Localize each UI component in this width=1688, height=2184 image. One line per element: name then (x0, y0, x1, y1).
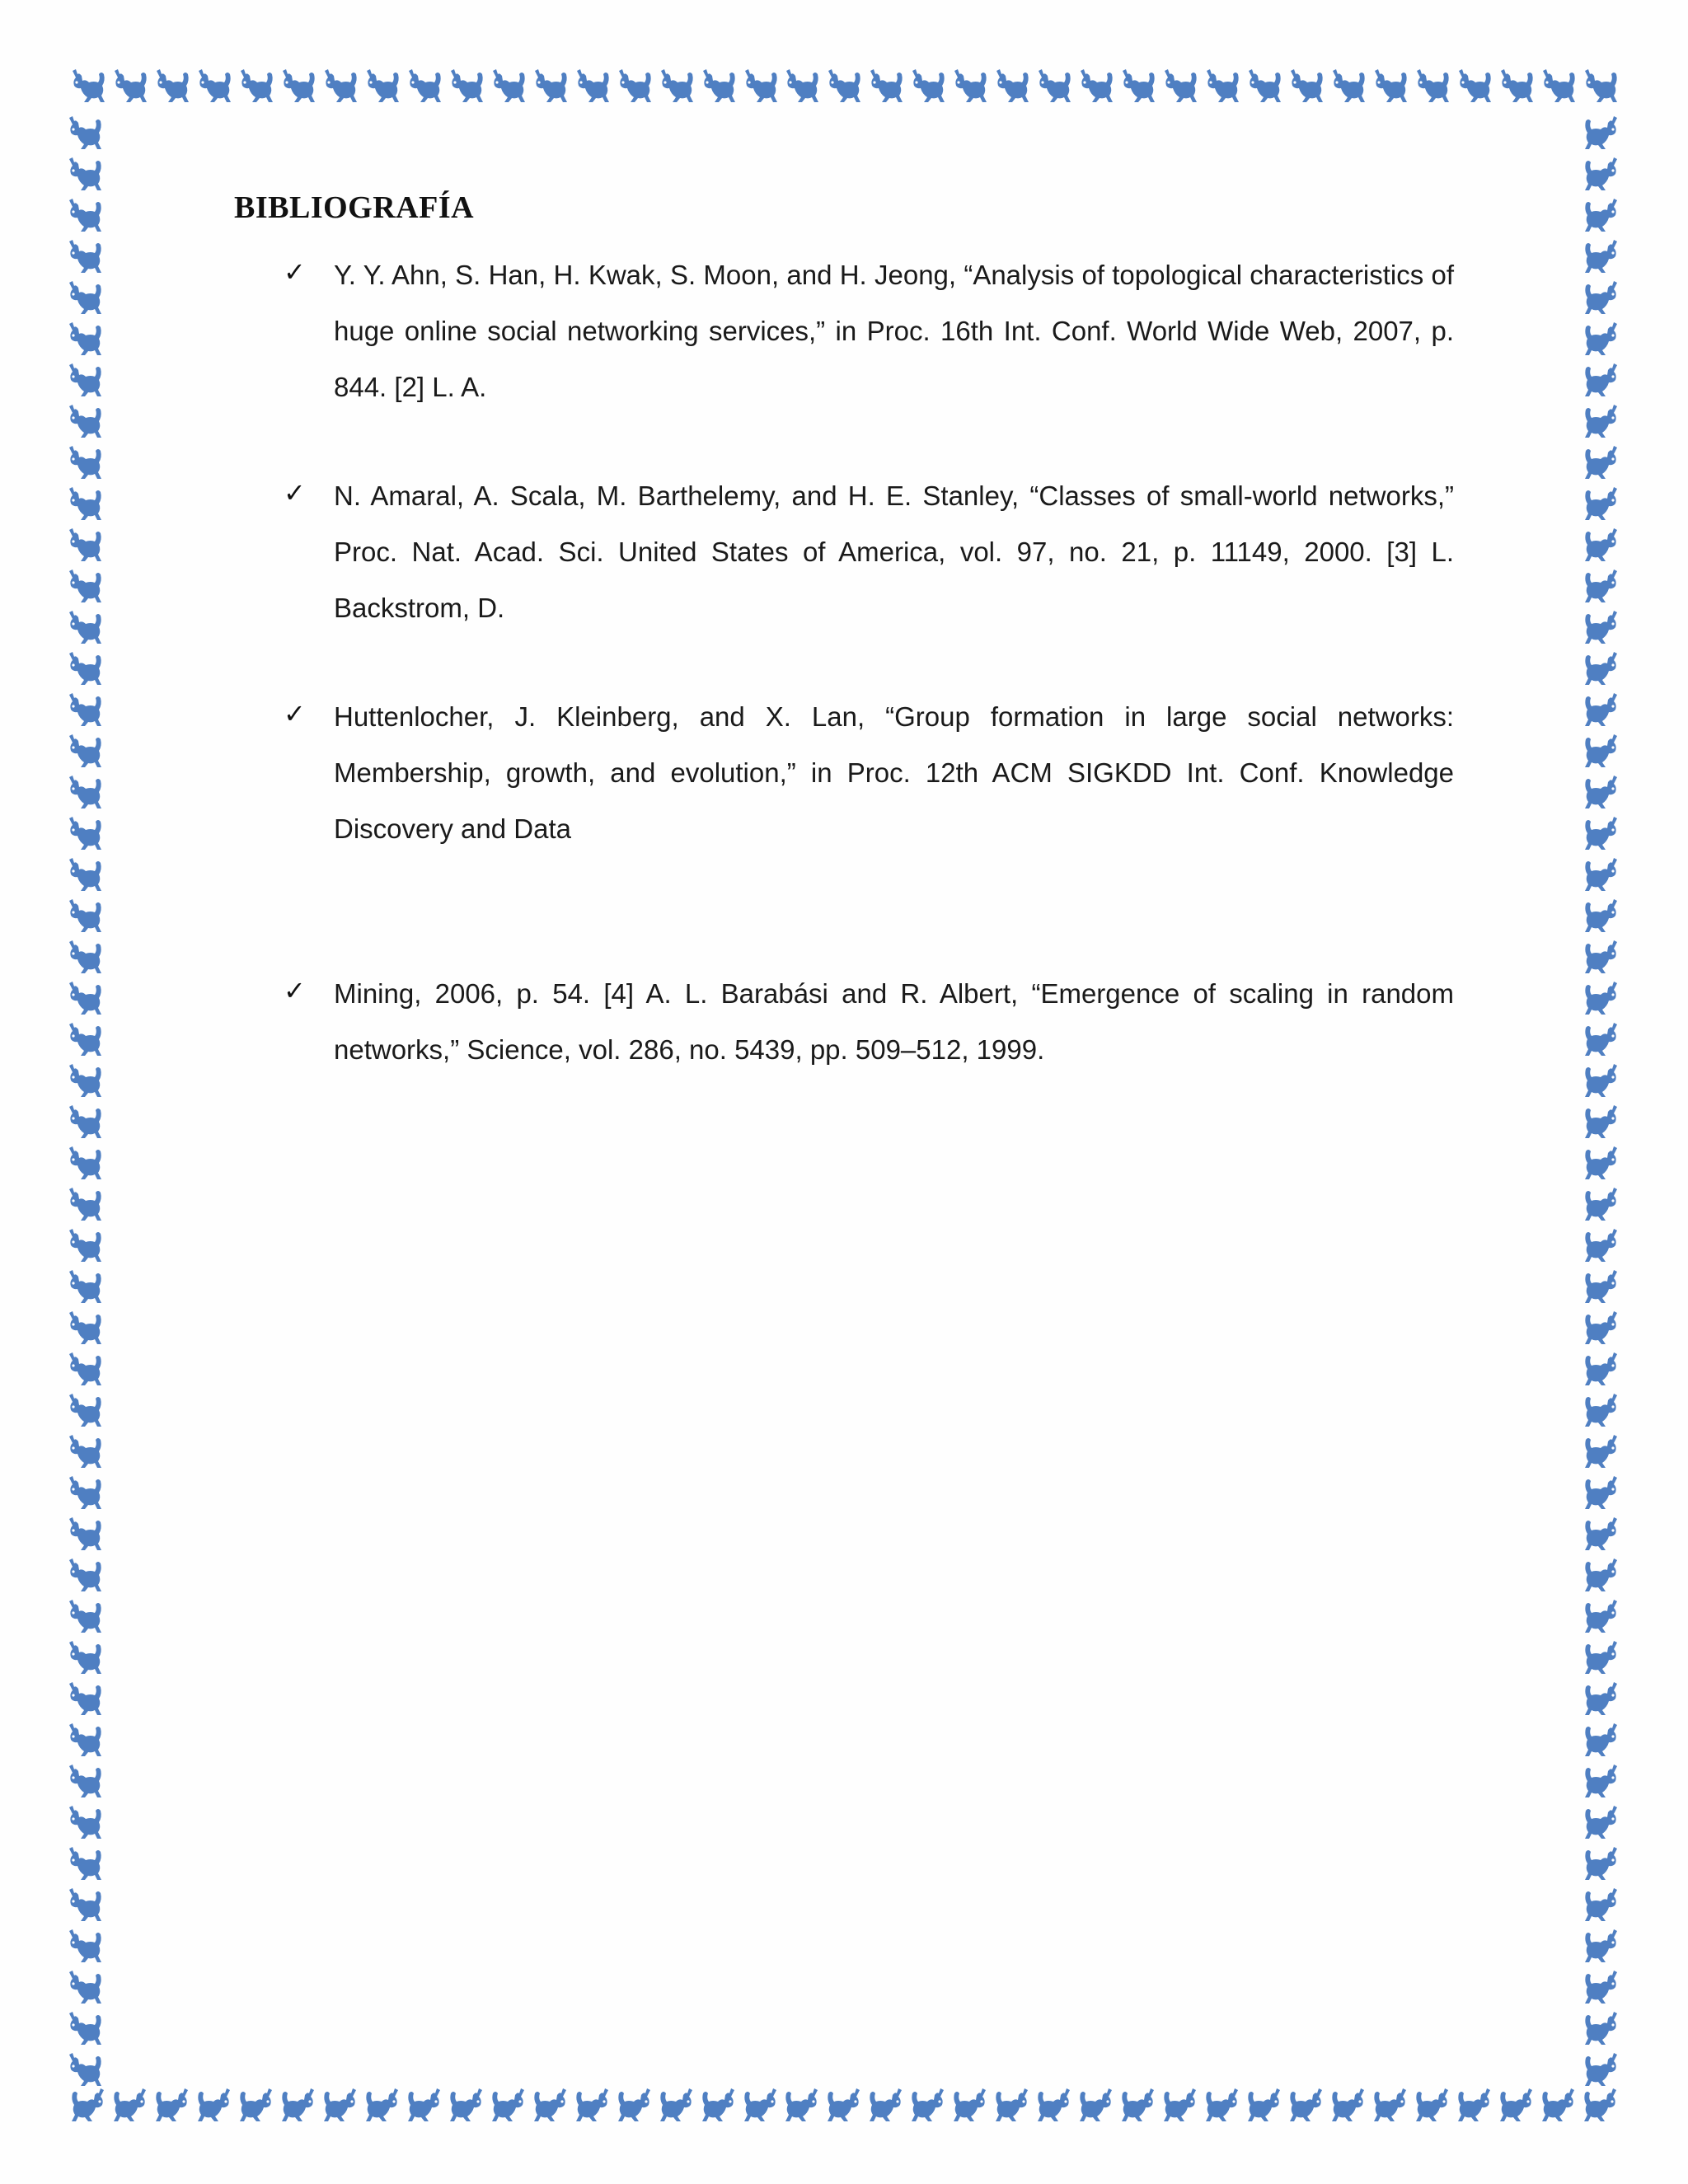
cat-icon (64, 688, 106, 729)
cat-icon (236, 2083, 277, 2125)
cat-icon (1034, 2083, 1075, 2125)
cat-icon (64, 317, 106, 359)
cat-icon (740, 2083, 781, 2125)
cat-icon (64, 1306, 106, 1347)
cat-icon (64, 1347, 106, 1389)
cat-icon (781, 2083, 823, 2125)
reference-text: Y. Y. Ahn, S. Han, H. Kwak, S. Moon, and H. Jeong, “Analysis of topological characteristics of huge online social networking services,” in Proc. 16th Int. Conf. World Wide Web, 2007, p. 844. [2] L. A. (334, 260, 1454, 402)
cat-icon (446, 2083, 487, 2125)
cat-border-top (68, 64, 1621, 112)
cat-icon (1581, 2007, 1622, 2048)
cat-icon (1412, 64, 1453, 105)
cat-icon (1581, 235, 1622, 276)
cat-icon (1328, 64, 1369, 105)
cat-icon (64, 2048, 106, 2089)
cat-icon (1581, 1554, 1622, 1595)
cat-icon (64, 1801, 106, 1842)
cat-icon (1538, 2083, 1579, 2125)
cat-icon (362, 2083, 403, 2125)
cat-icon (1160, 64, 1201, 105)
cat-icon (1244, 2083, 1285, 2125)
cat-icon (1581, 152, 1622, 194)
cat-icon (64, 276, 106, 317)
cat-icon (1581, 1760, 1622, 1801)
cat-icon (698, 2083, 739, 2125)
cat-icon (1581, 111, 1622, 152)
cat-icon (1328, 2083, 1369, 2125)
cat-icon (1581, 1018, 1622, 1059)
cat-icon (194, 2083, 235, 2125)
cat-icon (64, 1554, 106, 1595)
cat-icon (64, 111, 106, 152)
cat-icon (278, 2083, 319, 2125)
cat-icon (64, 1100, 106, 1141)
cat-icon (907, 64, 949, 105)
reference-list (234, 247, 1454, 1078)
cat-icon (1581, 1224, 1622, 1265)
cat-icon (64, 1595, 106, 1636)
cat-icon (572, 2083, 613, 2125)
cat-icon (64, 1141, 106, 1183)
checkmark-icon: ✓ (284, 477, 306, 509)
cat-icon (614, 64, 655, 105)
cat-icon (740, 64, 781, 105)
cat-icon (992, 2083, 1033, 2125)
cat-icon (1581, 1471, 1622, 1512)
cat-icon (64, 1059, 106, 1100)
cat-icon (64, 1842, 106, 1883)
cat-icon (1581, 812, 1622, 853)
cat-icon (64, 1677, 106, 1718)
cat-icon (572, 64, 613, 105)
cat-icon (865, 2083, 907, 2125)
cat-icon (362, 64, 403, 105)
cat-icon (404, 64, 445, 105)
cat-icon (1581, 482, 1622, 523)
cat-icon (320, 64, 361, 105)
cat-icon (1160, 2083, 1201, 2125)
reference-item (234, 468, 1454, 636)
reference-text: Mining, 2006, p. 54. [4] A. L. Barabási and R. Albert, “Emergence of scaling in random networks,” Science, vol. 286, no. 5439, pp. 509–512, 1999. (334, 978, 1454, 1065)
cat-icon (1581, 565, 1622, 606)
cat-icon (64, 729, 106, 771)
cat-icon (64, 853, 106, 894)
cat-icon (992, 64, 1033, 105)
cat-icon (278, 64, 319, 105)
cat-icon (64, 482, 106, 523)
checkmark-icon: ✓ (284, 698, 306, 729)
cat-icon (1580, 64, 1621, 105)
cat-icon (1581, 853, 1622, 894)
cat-icon (1581, 771, 1622, 812)
cat-icon (1118, 2083, 1159, 2125)
cat-icon (1581, 1636, 1622, 1677)
cat-icon (1581, 1265, 1622, 1306)
cat-icon (446, 64, 487, 105)
cat-icon (64, 1018, 106, 1059)
cat-icon (404, 2083, 445, 2125)
cat-icon (64, 565, 106, 606)
cat-icon (64, 1265, 106, 1306)
cat-icon (1412, 2083, 1453, 2125)
cat-icon (64, 1924, 106, 1966)
cat-icon (1581, 194, 1622, 235)
cat-icon (1076, 2083, 1117, 2125)
cat-icon (64, 2007, 106, 2048)
cat-icon (1286, 2083, 1327, 2125)
bibliography-heading: BIBLIOGRAFÍA (234, 190, 475, 225)
cat-icon (64, 977, 106, 1018)
cat-icon (64, 359, 106, 400)
cat-icon (1286, 64, 1327, 105)
cat-icon (781, 64, 823, 105)
cat-border-bottom (68, 2083, 1621, 2131)
reference-item (234, 966, 1454, 1078)
cat-icon (64, 523, 106, 565)
cat-icon (1581, 400, 1622, 441)
cat-icon (68, 64, 109, 105)
cat-icon (1076, 64, 1117, 105)
cat-icon (1202, 2083, 1243, 2125)
cat-border-right (1581, 111, 1625, 2073)
cat-icon (1538, 64, 1579, 105)
cat-icon (1581, 1512, 1622, 1554)
checkmark-icon: ✓ (284, 256, 306, 288)
cat-icon (64, 606, 106, 647)
cat-icon (1370, 64, 1411, 105)
cat-icon (64, 152, 106, 194)
cat-icon (1581, 1059, 1622, 1100)
cat-icon (64, 400, 106, 441)
cat-icon (950, 2083, 991, 2125)
cat-icon (64, 1883, 106, 1924)
cat-icon (1581, 1718, 1622, 1760)
cat-icon (152, 64, 193, 105)
cat-icon (1581, 1347, 1622, 1389)
cat-icon (1581, 894, 1622, 935)
cat-icon (656, 2083, 697, 2125)
cat-icon (64, 647, 106, 688)
cat-icon (64, 1183, 106, 1224)
cat-icon (823, 2083, 865, 2125)
cat-icon (656, 64, 697, 105)
cat-icon (530, 64, 571, 105)
checkmark-icon: ✓ (284, 975, 306, 1006)
cat-icon (698, 64, 739, 105)
cat-icon (64, 894, 106, 935)
cat-border-left (64, 111, 109, 2073)
cat-icon (823, 64, 865, 105)
cat-icon (1581, 729, 1622, 771)
cat-icon (1581, 523, 1622, 565)
cat-icon (1581, 1966, 1622, 2007)
cat-icon (865, 64, 907, 105)
cat-icon (1581, 1306, 1622, 1347)
cat-icon (64, 441, 106, 482)
cat-icon (194, 64, 235, 105)
cat-icon (1581, 2048, 1622, 2089)
cat-icon (64, 1760, 106, 1801)
cat-icon (1581, 1677, 1622, 1718)
cat-icon (488, 64, 529, 105)
cat-icon (1454, 64, 1495, 105)
cat-icon (64, 1636, 106, 1677)
reference-text: Huttenlocher, J. Kleinberg, and X. Lan, “Group formation in large social networks: Membership, growth, and evolution,” in Proc. 12th ACM SIGKDD Int. Conf. Knowledge Discovery and Data (334, 701, 1454, 844)
cat-icon (1581, 359, 1622, 400)
cat-icon (320, 2083, 361, 2125)
cat-icon (64, 1512, 106, 1554)
cat-icon (64, 771, 106, 812)
cat-icon (110, 2083, 151, 2125)
reference-item (234, 247, 1454, 415)
cat-icon (907, 2083, 949, 2125)
cat-icon (1496, 2083, 1537, 2125)
cat-icon (64, 935, 106, 977)
cat-icon (1118, 64, 1159, 105)
reference-text: N. Amaral, A. Scala, M. Barthelemy, and H. E. Stanley, “Classes of small-world networks,” Proc. Nat. Acad. Sci. United States of America, vol. 97, no. 21, p. 11149, 2000. [3] L. Backstrom, D. (334, 480, 1454, 623)
cat-icon (152, 2083, 193, 2125)
cat-icon (1580, 2083, 1621, 2125)
cat-icon (1581, 1883, 1622, 1924)
reference-item (234, 689, 1454, 857)
cat-icon (1581, 606, 1622, 647)
cat-icon (1454, 2083, 1495, 2125)
cat-icon (64, 235, 106, 276)
cat-icon (1581, 317, 1622, 359)
cat-icon (1496, 64, 1537, 105)
cat-icon (64, 194, 106, 235)
cat-icon (1581, 1595, 1622, 1636)
cat-icon (64, 1966, 106, 2007)
cat-icon (1202, 64, 1243, 105)
cat-icon (1581, 1842, 1622, 1883)
cat-icon (64, 1471, 106, 1512)
cat-icon (1581, 1924, 1622, 1966)
cat-icon (1581, 441, 1622, 482)
cat-icon (64, 1224, 106, 1265)
cat-icon (1581, 276, 1622, 317)
cat-icon (64, 1389, 106, 1430)
cat-icon (1581, 977, 1622, 1018)
cat-icon (64, 1718, 106, 1760)
cat-icon (1581, 1430, 1622, 1471)
cat-icon (1581, 688, 1622, 729)
cat-icon (1581, 1389, 1622, 1430)
cat-icon (1581, 1183, 1622, 1224)
cat-icon (1370, 2083, 1411, 2125)
cat-icon (1581, 935, 1622, 977)
cat-icon (64, 812, 106, 853)
cat-icon (1581, 1100, 1622, 1141)
cat-icon (64, 1430, 106, 1471)
cat-icon (110, 64, 151, 105)
bibliography-section (234, 190, 1454, 1078)
cat-icon (950, 64, 991, 105)
cat-icon (488, 2083, 529, 2125)
cat-icon (68, 2083, 109, 2125)
cat-icon (530, 2083, 571, 2125)
cat-icon (1244, 64, 1285, 105)
cat-icon (1581, 1801, 1622, 1842)
cat-icon (1581, 1141, 1622, 1183)
cat-icon (1581, 647, 1622, 688)
cat-icon (236, 64, 277, 105)
cat-icon (614, 2083, 655, 2125)
cat-icon (1034, 64, 1075, 105)
